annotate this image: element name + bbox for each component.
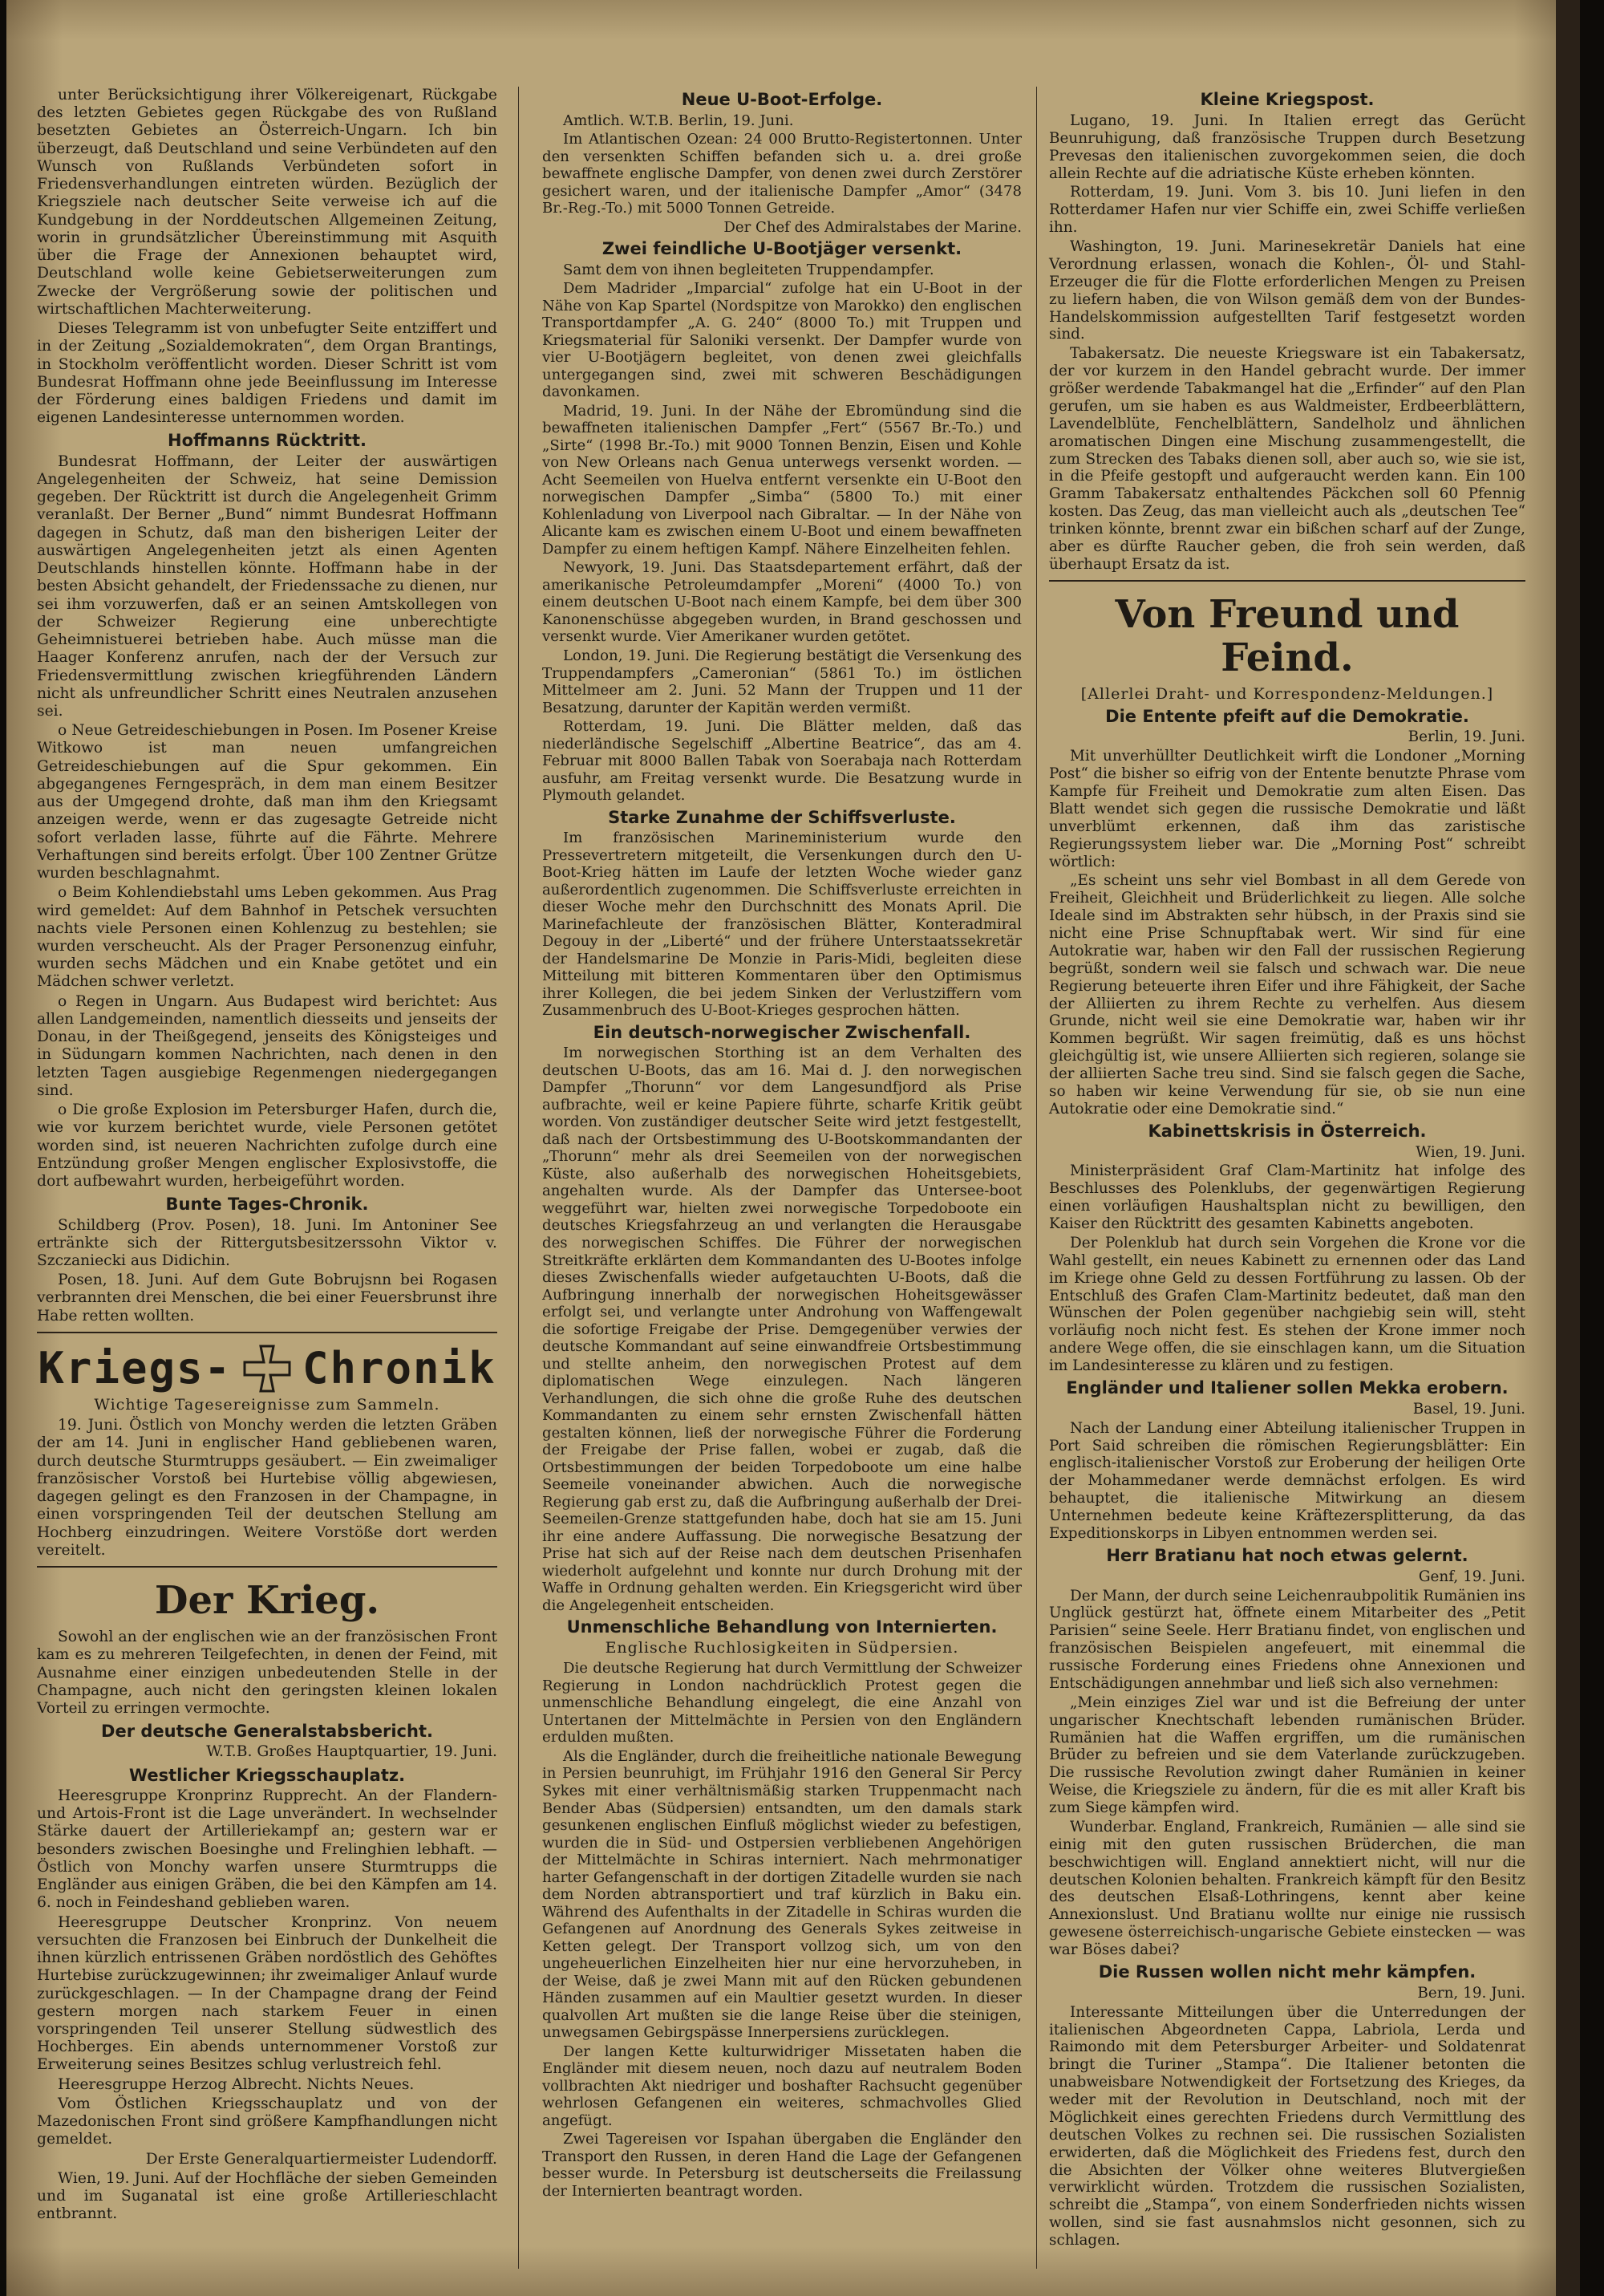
article-paragraph: Im norwegischen Storthing ist an dem Verhalten des deutschen U-Boots, das am 16. Mai d. J. den norwegischen Dampfer „Thorunn“ vor dem Langesundfjord als Prise aufbrachte, weil er keine Papiere führte, scharfe Kritik geübt worden. Von zuständiger deutscher Seite wird jetzt festgestellt, daß nach der Ortsbestimmung des U-Bootskommandanten der „Thorunn“ mehr als drei Seemeilen von der norwegischen Küste, also außerhalb des norwegischen Hoheitsgebiets, angehalten wurde. Als der Dampfer das Untersee-boot weggeführt war, hielten zwei norwegische Torpedoboote ein deutsches Kriegsfahrzeug an und verlangten die Herausgabe des norwegischen Schiffes. Die Führer der norwegischen Streitkräfte erklärten dem Kommandanten des U-Bootes infolge dieses Zwischenfalls wieder aufgetauchten U-Boots, daß die Aufbringung innerhalb der norwegischen Hoheitsgewässer erfolgt sei, und verlangte unter Androhung von Waffengewalt die sofortige Freigabe der Prise. Demgegenüber verwies der deutsche Kommandant auf seine einwandfreie Ortsbestimmung und stellte anheim, den norwegischen Protest auf dem diplomatischen Wege einzulegen. Nach längeren Verhandlungen, die sich ohne die große Ruhe des deutschen Kommandanten zu einem sehr ernsten Zwischenfall hätten gestalten können, ließ der norwegische Führer die Forderung der Freigabe der Prise fallen, wobei er zugab, daß die Ortsbestimmungen der beiden Torpedoboote um eine halbe Seemeile voneinander abwichen. Auch die norwegische Regierung gab erst zu, daß die Aufbringung außerhalb der Drei-Seemeilen-Grenze stattgefunden habe, doch hat sie am 15. Juni ihr eine andere Auffassung. Die norwegische Besatzung der Prise hat sich auf der Reise nach dem deutschen Prisenhafen wiederholt aufgelehnt und konnte nur durch Drohung mit der Waffe in Ordnung gehalten werden. Ein Kriegsgericht wird über die Angelegenheit entscheiden. [542, 1045, 1022, 1614]
article-paragraph: Amtlich. W.T.B. Berlin, 19. Juni. [563, 112, 794, 129]
iron-cross-icon [243, 1345, 291, 1393]
dateline: Der Erste Generalquartiermeister Ludendorff. [145, 2150, 497, 2168]
article-paragraph: Lugano, 19. Juni. In Italien erregt das Gerücht Beunruhigung, daß französische Truppen durch Besetzung Prevesas den italienischen zuvorgekommen seien, die doch allein Rechte auf die adriatische Küste erheben könnten. [1049, 112, 1525, 182]
section-heading: Westlicher Kriegsschauplatz. [128, 1765, 406, 1785]
dateline: Wien, 19. Juni. [1416, 1143, 1525, 1161]
section-heading: Starke Zunahme der Schiffsverluste. [608, 807, 956, 827]
article-paragraph: Ministerpräsident Graf Clam-Martinitz hat infolge des Beschlusses des Polenklubs, der gegenwärtigen Regierung einen vorläufigen Haushaltsplan nicht zu bewilligen, den Kaiser den Rücktritt des gesamten Kabinetts angeboten. [1049, 1162, 1525, 1232]
section-heading: Die Entente pfeift auf die Demokratie. [1105, 706, 1469, 726]
article-paragraph: Der langen Kette kulturwidriger Missetaten haben die Engländer mit diesem neuen, noch dazu auf neutralem Boden vollbrachten Akt niedriger und boshafter Rachsucht gegenüber wehrlosen Gefangenen ein weiteres, schmachvolles Glied angefügt. [542, 2042, 1022, 2129]
section-rule [37, 1566, 497, 1568]
article-paragraph: 19. Juni. Östlich von Monchy werden die letzten Gräben der am 14. Juni in englischer Hand gebliebenen waren, durch deutsche Sturmtrupps gesäubert. — Ein zweimaliger französischer Vorstoß bei Hurtebise völlig abgewiesen, dagegen gelingt es den Franzosen in der Champagne, in einen vorspringenden Teil der deutschen Stellung am Hochberg einzudringen. Weitere Vorstöße dort werden vereitelt. [37, 1417, 497, 1559]
article-paragraph: Washington, 19. Juni. Marinesekretär Daniels hat eine Verordnung erlassen, wonach die Kohlen-, Öl- und Stahl-Erzeuger die für die Flotte erforderlichen Mengen zu Preisen zu liefern haben, die von Wilson gemäß dem von der Bundes-Handelskommission aufgestellten Tarif festgesetzt worden sind. [1049, 238, 1525, 343]
section-rule [37, 1332, 497, 1333]
article-paragraph: Dem Madrider „Imparcial“ zufolge hat ein U-Boot in der Nähe von Kap Spartel (Nordspitze von Marokko) den englischen Transportdampfer „A. G. 240“ (8000 To.) mit Truppen und Kriegsmaterial für Saloniki versenkt. Der Dampfer wurde von vier U-Bootjägern begleitet, von denen zwei gleichfalls untergegangen sind, zwei mit schweren Beschädigungen davonkamen. [542, 280, 1022, 401]
article-paragraph: Dieses Telegramm ist von unbefugter Seite entziffert und in der Zeitung „Sozialdemokraten“, dem Organ Brantings, in Stockholm veröffentlicht worden. Dieser Schritt ist vom Bundesrat Hoffmann ohne jede Beeinflussung im Interesse der Förderung eines baldigen Friedens und damit im eigenen Landesinteresse unternommen worden. [37, 320, 497, 427]
article-paragraph: „Mein einziges Ziel war und ist die Befreiung der unter ungarischer Knechtschaft lebenden rumänischen Brüder. Rumänien hat die Waffen ergriffen, um die rumänischen Brüder zu befreien und sie dem Vaterlande zurückzugeben. Die russische Revolution zwingt daher Rumänien in keiner Weise, die Kriegsziele zu ändern, für die es mit aller Kraft bis zum Siege kämpfen wird. [1049, 1694, 1525, 1816]
article-paragraph: Schildberg (Prov. Posen), 18. Juni. Im Antoniner See ertränkte sich der Rittergutsbesitzerssohn Viktor v. Szczaniecki aus Didichin. [37, 1216, 497, 1269]
article-paragraph: o Neue Getreideschiebungen in Posen. Im Posener Kreise Witkowo ist man neuen umfangreichen Getreideschiebungen auf die Spur gekommen. Ein abgegangenes Ferngespräch, in dem man einem Besitzer aus der Umgegend drohte, daß man ihm den Kriegsamt anzeigen werde, wenn er das zugesagte Getreide nicht sofort verladen lasse, führte auf die Fährte. Mehrere Verhaftungen sind bereits erfolgt. Über 100 Zentner Grütze wurden beschlagnahmt. [37, 722, 497, 882]
article-paragraph: o Beim Kohlendiebstahl ums Leben gekommen. Aus Prag wird gemeldet: Auf dem Bahnhof in Petschek versuchten nachts viele Personen einen Kohlenzug zu bestehlen; sie wurden verscheucht. Als der Prager Personenzug einfuhr, wurden sechs Mädchen und ein Knabe getötet und ein Mädchen schwer verletzt. [37, 884, 497, 991]
section-heading: Kabinettskrisis in Österreich. [1148, 1121, 1427, 1141]
article-paragraph: Samt dem von ihnen begleiteten Truppendampfer. [563, 261, 934, 278]
article-paragraph: Der Polenklub hat durch sein Vorgehen die Krone vor die Wahl gestellt, ein neues Kabinett zu ernennen oder das Land im Kriege ohne Geld zu dessen Fortführung zu lassen. Ob der Entschluß des Grafen Clam-Martinitz bedeutet, daß man den Wünschen der Polen gegenüber nachgiebig sein will, steht vorläufig noch nicht fest. Es stehen der Krone immer noch andere Wege offen, die sie einschlagen kann, um die Situation im Landesinteresse zu klären und zu festigen. [1049, 1234, 1525, 1374]
article-paragraph: Nach der Landung einer Abteilung italienischer Truppen in Port Said schreiben die römischen Regierungsblätter: Ein englisch-italienischer Vorstoß zur Eroberung der heiligen Orte der Mohammedaner werde demnächst erfolgen. Es wird behauptet, die italienische Mitwirkung an diesem Unternehmen bedeute keine Kräftezersplitterung, da das Expeditionskorps in Libyen entnommen werden sei. [1049, 1419, 1525, 1542]
article-paragraph: Vom Östlichen Kriegsschauplatz und von der Mazedonischen Front sind größere Kampfhandlungen nicht gemeldet. [37, 2095, 497, 2148]
section-heading: Bunte Tages-Chronik. [165, 1195, 369, 1215]
article-paragraph: London, 19. Juni. Die Regierung bestätigt die Versenkung des Truppendampfers „Cameronian“ (5861 To.) im östlichen Mittelmeer am 2. Juni. 52 Mann der Truppen und 11 der Besatzung, darunter der Kapitän werden vermißt. [542, 647, 1022, 716]
column-middle [542, 87, 1022, 2201]
dateline: Der Chef des Admiralstabes der Marine. [723, 218, 1022, 236]
article-paragraph: Heeresgruppe Deutscher Kronprinz. Von neuem versuchten die Franzosen bei Einbruch der Dunkelheit die ihnen kürzlich entrissenen Gräben nordöstlich des Gehöftes Hurtebise zurückzugewinnen; ihr zweimaliger Anlauf wurde zurückgeschlagen. — In der Champagne drang der Feind gestern morgen nach starkem Feuer in einen vorspringenden Teil unserer Stellung südwestlich des Hochberges. Ein abends unternommener Vorstoß zur Erweiterung seines Besitzes schlug verlustreich fehl. [37, 1913, 497, 2074]
article-paragraph: Madrid, 19. Juni. In der Nähe der Ebromündung sind die bewaffneten italienischen Dampfer „Fert“ (5567 Br.-To.) und „Sirte“ (1998 Br.-To.) mit 9000 Tonnen Benzin, Eisen und Kohle von New Orleans nach Genua unterwegs versenkt worden. — Acht Seemeilen von Huelva entfernt versenkte ein U-Boot den norwegischen Dampfer „Simba“ (5800 To.) mit einer Kohlenladung von Liverpool nach Gibraltar. — In der Nähe von Alicante kam es zwischen einem U-Boot und einem bewaffneten Dampfer zu einem heftigen Kampf. Nähere Einzelheiten fehlen. [542, 402, 1022, 558]
article-paragraph: Wien, 19. Juni. Auf der Hochfläche der sieben Gemeinden und im Suganatal ist eine große Artillerieschlacht entbrannt. [37, 2169, 497, 2223]
column-divider [518, 87, 519, 2269]
article-paragraph: Newyork, 19. Juni. Das Staatsdepartement erfährt, daß der amerikanische Petroleumdampfer „Moreni“ (4000 To.) von einem deutschen U-Boot nach einem Kampfe, bei dem über 300 Kanonenschüsse abgegeben wurden, in Brand geschossen und versenkt wurde. Vier Amerikaner wurden getötet. [542, 559, 1022, 646]
article-paragraph: Rotterdam, 19. Juni. Vom 3. bis 10. Juni liefen in den Rotterdamer Hafen nur vier Schiffe ein, zwei Schiffe verließen ihn. [1049, 184, 1525, 237]
article-paragraph: Die deutsche Regierung hat durch Vermittlung der Schweizer Regierung in London nachdrücklich Protest gegen die unmenschliche Behandlung eingelegt, die eine Anzahl von Untertanen der Mittelmächte in Persien von den Engländern erdulden mußten. [542, 1660, 1022, 1746]
section-heading: Die Russen wollen nicht mehr kämpfen. [1098, 1961, 1476, 1982]
article-paragraph: Mit unverhüllter Deutlichkeit wirft die Londoner „Morning Post“ die bisher so eifrig von der Entente benutzte Phrase vom Kampfe für Freiheit und Demokratie zum alten Eisen. Das Blatt wendet sich gegen die russische Demokratie und läßt unverblümt erkennen, daß ihm das zaristische Regierungssystem lieber war. Die „Morning Post“ schreibt wörtlich: [1049, 748, 1525, 870]
dateline: Bern, 19. Juni. [1417, 1984, 1525, 2002]
section-heading: Neue U-Boot-Erfolge. [681, 90, 883, 109]
article-paragraph: Zwei Tagereisen vor Ispahan übergaben die Engländer den Transport den Russen, in deren Hand die Lage der Gefangenen besser wurde. In Petersburg ist deutscherseits die Freilassung der Internierten beantragt worden. [542, 2131, 1022, 2200]
dateline: Berlin, 19. Juni. [1408, 728, 1525, 746]
article-paragraph: Heeresgruppe Kronprinz Rupprecht. An der Flandern- und Artois-Front ist die Lage unverändert. In wechselnder Stärke dauert der Artilleriekampf an; gestern war er besonders zwischen Boesinghe und Frelinghien lebhaft. — Östlich von Monchy warfen unsere Sturmtrupps die Engländer aus einigen Gräben, die bei den Kämpfen am 14. 6. noch in Feindeshand geblieben waren. [37, 1787, 497, 1912]
section-heading: Kleine Kriegspost. [1200, 90, 1375, 109]
sub-heading: Wichtige Tagesereignisse zum Sammeln. [94, 1395, 440, 1414]
section-heading: Herr Bratianu hat noch etwas gelernt. [1106, 1545, 1468, 1565]
article-paragraph: Als die Engländer, durch die freiheitliche nationale Bewegung in Persien beunruhigt, im Frühjahr 1916 den General Sir Percy Sykes mit einer verhältnismäßig starken Truppenmacht nach Bender Abas (Südpersien) entsandten, um den damals stark gesunkenen englischen Einfluß möglichst wieder zu befestigen, wurden die in Süd- und Ostpersien verbliebenen Angehörigen der Mittelmächte in Schiras interniert. Nach mehrmonatiger harter Gefangenschaft in der dortigen Zitadelle wurden sie nach dem Norden abtransportiert und traf kürzlich in Baku ein. Während des Aufenthalts in der Zitadelle in Schiras wurden die Gefangenen auf Anordnung des Generals Sykes zeitweise in Ketten gelegt. Der Transport vollzog sich, um von den ungeheuerlichen Einzelheiten hier nur eine hervorzuheben, in der Weise, daß je zwei Mann mit auf den Rücken gebundenen Händen zusammen auf ein Maultier gesetzt wurden. In dieser qualvollen Art mußten sie die lange Reise über die steinigen, unwegsamen Gebirgspässe Innerpersiens zurücklegen. [542, 1747, 1022, 2042]
masthead-word: Chronik [302, 1342, 496, 1393]
sub-heading: [Allerlei Draht- und Korrespondenz-Meldungen.] [1080, 684, 1494, 703]
column-left [37, 87, 497, 2225]
article-paragraph: Sowohl an der englischen wie an der französischen Front kam es zu mehreren Teilgefechten, in denen der Feind, mit Ausnahme einer einzigen unbedeutenden Stelle in der Champagne, auch nicht den geringsten kleinen lokalen Vorteil zu erringen vermochte. [37, 1629, 497, 1717]
section-heading: Ein deutsch-norwegischer Zwischenfall. [593, 1022, 971, 1042]
section-heading: Hoffmanns Rücktritt. [168, 431, 367, 451]
article-paragraph: Heeresgruppe Herzog Albrecht. Nichts Neues. [58, 2075, 415, 2093]
column-divider [1036, 87, 1037, 2269]
dateline: W.T.B. Großes Hauptquartier, 19. Juni. [206, 1743, 497, 1761]
column-right [1049, 87, 1525, 2251]
article-paragraph: Wunderbar. England, Frankreich, Rumänien — alle sind sie einig mit den guten russischen Brüderchen, die man beschwichtigen will. England annektiert nicht, will nur die deutschen Kolonien behalten. Frankreich kämpft für den Besitz des deutschen Elsaß-Lothringens, kennt aber keine Annexionslust. Und Bratianu wollte nur einige nie russisch gewesene österreichisch-ungarische Gebiete einstecken — was war Böses dabei? [1049, 1818, 1525, 1958]
article-paragraph: Im Atlantischen Ozean: 24 000 Brutto-Registertonnen. Unter den versenkten Schiffen befanden sich u. a. drei große bewaffnete englische Dampfer, von denen zwei durch Zerstörer gesichert waren, und der italienische Dampfer „Amor“ (3478 Br.-Reg.-To.) mit 5000 Tonnen Getreide. [542, 131, 1022, 217]
article-paragraph: unter Berücksichtigung ihrer Völkereigenart, Rückgabe des letzten Gebietes gegen Rückgabe des von Rußland besetzten Gebietes an Österreich-Ungarn. Ich bin überzeugt, daß Deutschland und seine Verbündeten auf den Wunsch von Rußlands Verbündeten sofort in Friedensverhandlungen eintreten würden. Bezüglich der Kriegsziele nach deutscher Seite verweise ich auf die Kundgebung in der Norddeutschen Allgemeinen Zeitung, worin in grundsätzlicher Übereinstimmung mit Asquith über die Frage der Annexionen behauptet wird, Deutschland wolle keine Gebietserweiterungen zum Zwecke der Vergrößerung sowie der politischen und wirtschaftlichen Machterweiterung. [37, 87, 497, 318]
article-paragraph: „Es scheint uns sehr viel Bombast in all dem Gerede von Freiheit, Gleichheit und Brüderlichkeit zu liegen. Alle solche Ideale sind im Abstrakten sehr hübsch, in der Praxis sind sie nicht eine Prise Schnupftabak wert. Wir sind für eine Autokratie war, haben wir den Fall der russischen Regierung begrüßt, sondern weil sie falsch und schwach war. Die neue Regierung beteuerte ihren Eifer und ihre Fähigkeit, der Sache der Alliierten zu ihrem Rechte zu verhelfen. Aus diesem Grunde, nicht weil sie eine Demokratie war, haben wir ihr Kommen begrüßt. Wir sagen freimütig, daß es uns höchst gleichgültig ist, wie unsere Alliierten sich regieren, solange sie der alliierten Sache treu sind. Sind sie falsch gegen die Sache, so haben wir keine Verwendung für sie, ob sie nun eine Autokratie oder eine Demokratie sind.“ [1049, 872, 1525, 1118]
article-paragraph: Interessante Mitteilungen über die Unterredungen der italienischen Abgeordneten Cappa, Labriola, Lerda und Raimondo mit dem Petersburger Arbeiter- und Soldatenrat bringt die Turiner „Stampa“. Die Italiener betonten die unabweisbare Notwendigkeit der Fortsetzung des Krieges, da weder mit der Revolution in Deutschland, noch mit der Möglichkeit eines gerechten Friedens durch Vermittlung des deutschen Volkes zu rechnen sei. Die russischen Sozialisten erwiderten, daß die Möglichkeit des Friedens fest, durch den die Absichten der Völker ohne weiteres Blutvergießen verwirklicht würden. Trotzdem die russischen Sozialisten, schreibt die „Stampa“, von einem Sonderfrieden nichts wissen wollen, sind sie fast ausnahmslos nicht gesonnen, sich zu schlagen. [1049, 2003, 1525, 2249]
article-paragraph: Posen, 18. Juni. Auf dem Gute Bobrujsnn bei Rogasen verbrannten drei Menschen, die bei einer Feuersbrunst ihre Habe retten wollten. [37, 1272, 497, 1324]
article-paragraph: Tabakersatz. Die neueste Kriegsware ist ein Tabakersatz, der vor kurzem in den Handel gebracht wurde. Der immer größer werdende Tabakmangel hat die „Erfinder“ auf den Plan gerufen, um sie haben es aus Waldmeister, Erdbeerblättern, Lavendelblüte, Fenchelblättern, Sandelholz und ähnlichen aromatischen Dingen eine Mischung zusammengestellt, die zum Strecken des Tabaks dienen soll, aber auch so, wie sie ist, in die Pfeife gestopft und aufgeraucht werden kann. Ein 100 Gramm Tabakersatz enthaltendes Päckchen soll 60 Pfennig kosten. Das Zeug, das man vielleicht auch als „deutschen Tee“ trinken könnte, brennt zwar ein bißchen scharf auf der Zunge, aber es dürfte Raucher geben, die froh sein werden, daß überhaupt Ersatz da ist. [1049, 345, 1525, 573]
section-heading: Der deutsche Generalstabsbericht. [101, 1722, 433, 1742]
article-paragraph: Bundesrat Hoffmann, der Leiter der auswärtigen Angelegenheiten der Schweiz, hat seine Demission gegeben. Der Rücktritt ist durch die Angelegenheit Grimm veranlaßt. Der Berner „Bund“ nimmt Bundesrat Hoffmann dagegen in Schutz, daß man den bisherigen Leiter der auswärtigen Angelegenheiten jetzt als einen Agenten Deutschlands hinstellen könnte. Hoffmann habe in der besten Absicht gehandelt, der Friedenssache zu dienen, nur sei ihm vorzuwerfen, daß er an seinen Amtskollegen von der Schweizer Regierung eine unberechtigte Geheimnistuerei betrieben habe. Auch müsse man die Haager Konferenz anrufen, nach der der Versuch zur Friedensvermittlung zwischen kriegführenden Ländern nicht als unfreundlicher Schritt eines Neutralen anzusehen sei. [37, 452, 497, 720]
article-paragraph: Der Mann, der durch seine Leichenraubpolitik Rumänien ins Unglück gestürzt hat, öffnete einem Mitarbeiter des „Petit Parisien“ seine Seele. Herr Bratianu findet, von englischen und französischen Beispielen angefeuert, mit einemmal die russische Forderung eines Friedens ohne Annexionen und Entschädigungen annehmbar und ließ sich also vernehmen: [1049, 1587, 1525, 1692]
section-heading: Unmenschliche Behandlung von Internierten. [566, 1617, 998, 1637]
section-heading: Engländer und Italiener sollen Mekka erobern. [1066, 1377, 1509, 1397]
newspaper-page [6, 0, 1580, 2296]
article-paragraph: o Regen in Ungarn. Aus Budapest wird berichtet: Aus allen Landgemeinden, namentlich diesseits und jenseits der Donau, in der Theißgegend, jenseits des Königsteiges und in Südungarn kommen Nachrichten, nach denen in den letzten Tagen ausgiebige Regenmengen niedergegangen sind. [37, 992, 497, 1099]
article-paragraph: o Die große Explosion im Petersburger Hafen, durch die, wie vor kurzem berichtet wurde, viele Personen getötet worden sind, ist neueren Nachrichten zufolge durch eine Entzündung großer Mengen englischer Explosivstoffe, die dort aufbewahrt wurden, herbeigeführt worden. [37, 1101, 497, 1191]
headline: Der Krieg. [154, 1578, 380, 1624]
sub-heading: Englische Ruchlosigkeiten in Südpersien. [605, 1638, 959, 1657]
kriegs-chronik-masthead [37, 1342, 497, 1393]
book-binding [1556, 0, 1580, 2296]
masthead-word: Kriegs- [38, 1342, 232, 1393]
headline: Von Freund und Feind. [1115, 591, 1460, 680]
article-paragraph: Im französischen Marineministerium wurde den Pressevertretern mitgeteilt, die Versenkungen durch den U-Boot-Krieg hätten im Laufe der letzten Woche wieder ganz außerordentlich zugenommen. Die Schiffsverluste erreichten in dieser Woche mehr den Durchschnitt des Monats April. Die Marinefachleute der französischen Blätter, Konteradmiral Degouy in der „Liberté“ und der frühere Unterstaatssekretär der Handelsmarine De Monzie in Paris-Midi, begleiten diese Mitteilung mit bitteren Kommentaren über den Optimismus ihrer Kollegen, die bei jedem Sinken der Verlustziffern vom Zusammenbruch des U-Boot-Krieges gesprochen hätten. [542, 830, 1022, 1020]
section-heading: Zwei feindliche U-Bootjäger versenkt. [602, 239, 962, 259]
section-rule [1049, 580, 1525, 582]
dateline: Genf, 19. Juni. [1418, 1568, 1525, 1585]
article-paragraph: Rotterdam, 19. Juni. Die Blätter melden, daß das niederländische Segelschiff „Albertine Beatrice“, das am 4. Februar mit 8000 Ballen Tabak von Soerabaja nach Rotterdam ausfuhr, am Freitag versenkt wurde. Die Besatzung wurde in Plymouth gelandet. [542, 718, 1022, 805]
dateline: Basel, 19. Juni. [1412, 1400, 1525, 1418]
